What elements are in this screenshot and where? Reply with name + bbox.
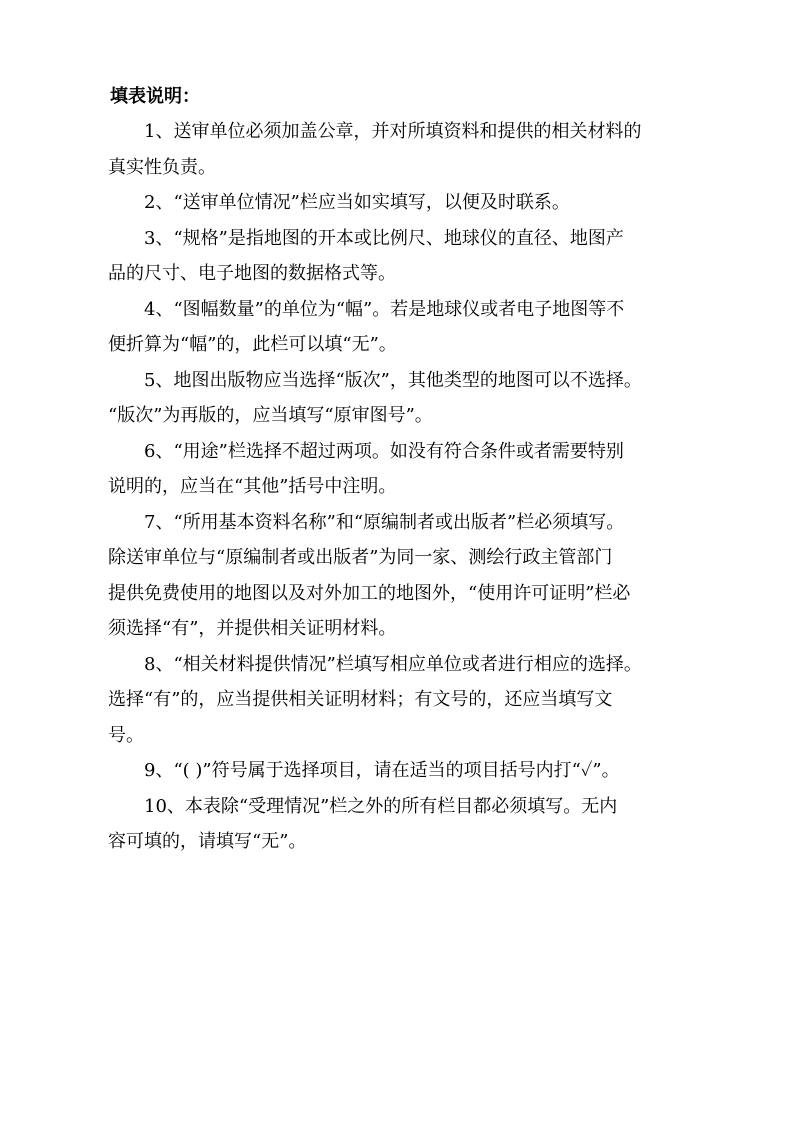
instruction-item-5 <box>108 363 708 434</box>
instruction-line: 容可填的，请填写“无”。 <box>108 831 307 852</box>
instruction-line: 号。 <box>108 724 144 746</box>
instruction-line: 2、“送审单位情况”栏应当如实填写，以便及时联系。 <box>144 192 570 213</box>
instruction-item-8 <box>108 647 708 754</box>
instruction-line: 8、“相关材料提供情况”栏填写相应单位或者进行相应的选择。 <box>144 653 642 675</box>
instruction-item-6 <box>108 434 708 505</box>
instruction-line: 说明的，应当在“其他”括号中注明。 <box>108 476 397 497</box>
instruction-item-9 <box>108 753 708 789</box>
instruction-line: 品的尺寸、电子地图的数据格式等。 <box>108 263 396 284</box>
instruction-line: “版次”为再版的，应当填写“原审图号”。 <box>108 405 433 426</box>
instruction-item-1 <box>108 114 708 185</box>
instruction-line: 7、“所用基本资料名称”和“原编制者或出版者”栏必须填写。 <box>144 511 625 533</box>
instruction-line: 5、地图出版物应当选择“版次”，其他类型的地图可以不选择。 <box>144 369 642 391</box>
instructions-page <box>108 80 708 860</box>
instruction-line: 便折算为“幅”的，此栏可以填“无”。 <box>108 334 397 355</box>
instruction-line: 10、本表除“受理情况”栏之外的所有栏目都必须填写。无内 <box>144 795 618 817</box>
instruction-item-7 <box>108 505 708 647</box>
instruction-line: 选择“有”的，应当提供相关证明材料；有文号的，还应当填写文 <box>108 689 613 710</box>
instruction-line: 4、“图幅数量”的单位为“幅”。若是地球仪或者电子地图等不 <box>144 298 625 320</box>
instruction-line: 6、“用途”栏选择不超过两项。如没有符合条件或者需要特别 <box>144 440 624 462</box>
instruction-line: 9、“( )”符号属于选择项目，请在适当的项目括号内打“✓”。 <box>144 760 620 781</box>
instruction-item-2 <box>108 185 708 221</box>
instruction-line: 3、“规格”是指地图的开本或比例尺、地球仪的直径、地图产 <box>144 227 624 249</box>
instruction-line: 真实性负责。 <box>108 156 216 178</box>
instruction-line: 1、送审单位必须加盖公章，并对所填资料和提供的相关材料的 <box>144 121 642 142</box>
instruction-line: 除送审单位与“原编制者或出版者”为同一家、测绘行政主管部门 <box>108 547 613 568</box>
instruction-line: 须选择“有”，并提供相关证明材料。 <box>108 618 397 639</box>
instruction-item-3 <box>108 221 708 292</box>
instruction-line: 提供免费使用的地图以及对外加工的地图外，“使用许可证明”栏必 <box>108 582 631 604</box>
instruction-item-4 <box>108 292 708 363</box>
page-title: 填表说明： <box>110 86 200 107</box>
instruction-item-10 <box>108 789 708 860</box>
